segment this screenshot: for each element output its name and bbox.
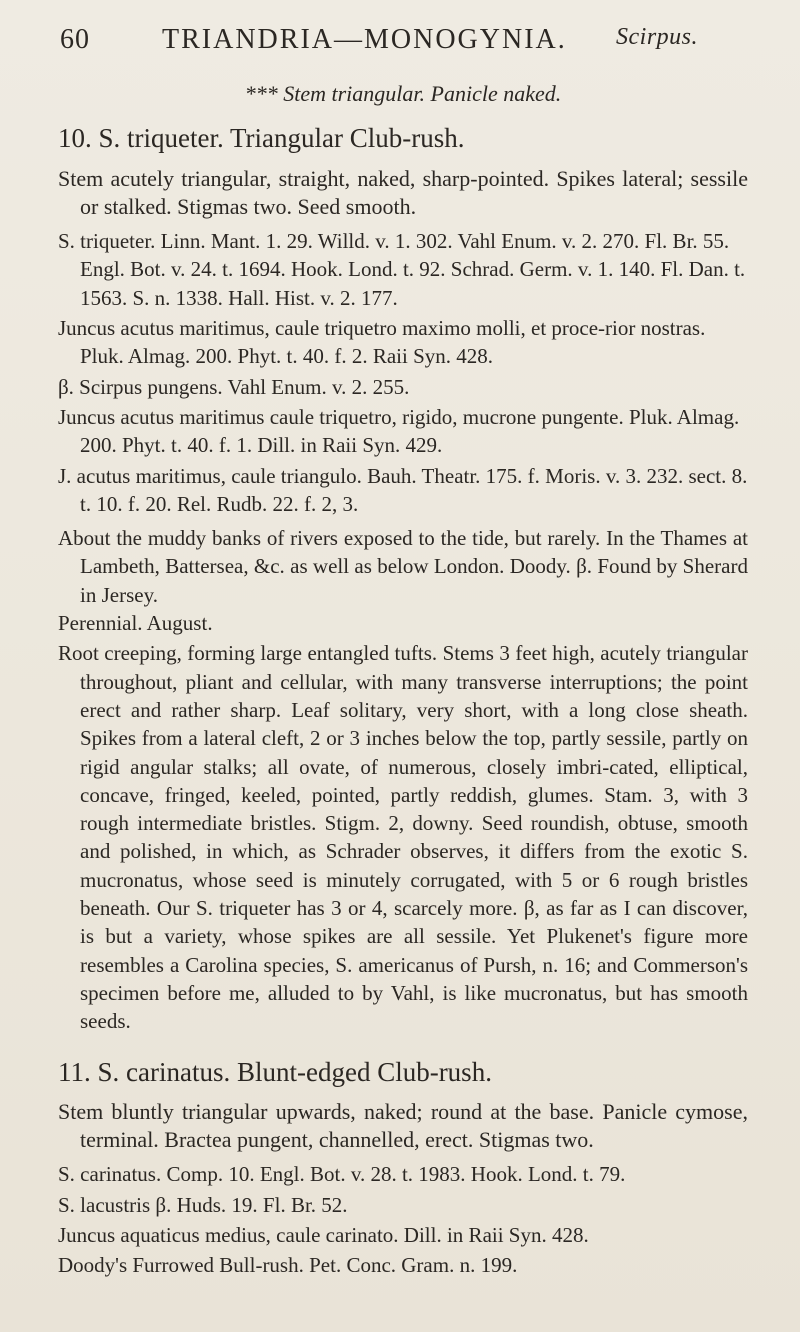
species-diagnosis: Stem acutely triangular, straight, naked, sharp-pointed. Spikes lateral; sessile or stalked. Stigmas two. Seed smooth. (58, 165, 748, 219)
species-diagnosis: Stem bluntly triangular upwards, naked; round at the base. Panicle cymose, terminal. Bractea pungent, channelled, erect. Stigmas two. (58, 1098, 748, 1153)
species-heading: 11. S. carinatus. Blunt-edged Club-rush. (58, 1056, 492, 1087)
synonym-line: J. acutus maritimus, caule triangulo. Bauh. Theatr. 175. f. Moris. v. 3. 232. sect. 8. t. 10. f. 20. Rel. Rudb. 22. f. 2, 3. (58, 463, 748, 516)
synonym-line: S. carinatus. Comp. 10. Engl. Bot. v. 28. t. 1983. Hook. Lond. t. 79. (58, 1162, 626, 1187)
spacer (58, 1038, 748, 1058)
synonym-line: Juncus acutus maritimus, caule triquetro maximo molli, et proce-rior nostras. Pluk. Almag. 200. Phyt. t. 40. f. 2. Raii Syn. 428. (58, 316, 706, 369)
synonym-line: Doody's Furrowed Bull-rush. Pet. Conc. Gram. n. 199. (58, 1253, 518, 1278)
running-header (60, 24, 760, 66)
synonym-line: β. Scirpus pungens. Vahl Enum. v. 2. 255. (58, 374, 410, 399)
synonym-line: S. triqueter. Linn. Mant. 1. 29. Willd. v. 1. 302. Vahl Enum. v. 2. 270. Fl. Br. 55. Engl. Bot. v. 24. t. 1694. Hook. Lond. t. 92. Schrad. Germ. v. 1. 140. Fl. Dan. t. 1563. S. n. 1338. Hall. Hist. v. 2. 177. (58, 229, 746, 310)
section-heading: *** Stem triangular. Panicle naked. (244, 81, 562, 106)
species-entry-carinatus (58, 1058, 748, 1280)
page-number: 60 (60, 24, 90, 55)
description-paragraph: Root creeping, forming large entangled tufts. Stems 3 feet high, acutely triangular throughout, pliant and cellular, with many transverse interruptions; the point erect and rather sharp. Leaf solitary, very short, with a long close sheath. Spikes from a lateral cleft, 2 or 3 inches below the top, partly sessile, partly on rigid angular stalks; all ovate, of numerous, closely imbri-cated, elliptical, concave, fringed, keeled, pointed, partly reddish, glumes. Stam. 3, with 3 rough intermediate bristles. Stigm. 2, downy. Seed roundish, obtuse, smooth and polished, in which, as Schrader observes, it differs from the exotic S. mucronatus, whose seed is minutely corrugated, with 5 or 6 rough bristles beneath. Our S. triqueter has 3 or 4, scarcely more. β, as far as I can discover, is but a variety, whose spikes are all sessile. Yet Plukenet's figure more resembles a Carolina species, S. americanus of Pursh, n. 16; and Commerson's specimen before me, alluded to by Vahl, is like mucronatus, but has smooth seeds. (58, 641, 748, 1034)
species-entry-triqueter (58, 124, 748, 1035)
running-title: TRIANDRIA—MONOGYNIA. (162, 24, 567, 55)
duration-line: Perennial. August. (58, 611, 213, 636)
species-heading: 10. S. triqueter. Triangular Club-rush. (58, 123, 465, 154)
page-body (58, 80, 748, 1282)
synonym-line: S. lacustris β. Huds. 19. Fl. Br. 52. (58, 1192, 348, 1217)
synonym-line: Juncus acutus maritimus caule triquetro, rigido, mucrone pungente. Pluk. Almag. 200. Phyt. t. 40. f. 1. Dill. in Raii Syn. 429. (58, 404, 740, 458)
synonym-line: Juncus aquaticus medius, caule carinato. Dill. in Raii Syn. 428. (58, 1222, 589, 1247)
running-genus: Scirpus. (616, 24, 698, 50)
habitat-paragraph: About the muddy banks of rivers exposed to the tide, but rarely. In the Thames at Lambeth, Battersea, &c. as well as below London. Doody. β. Found by Sherard in Jersey. (58, 526, 748, 607)
